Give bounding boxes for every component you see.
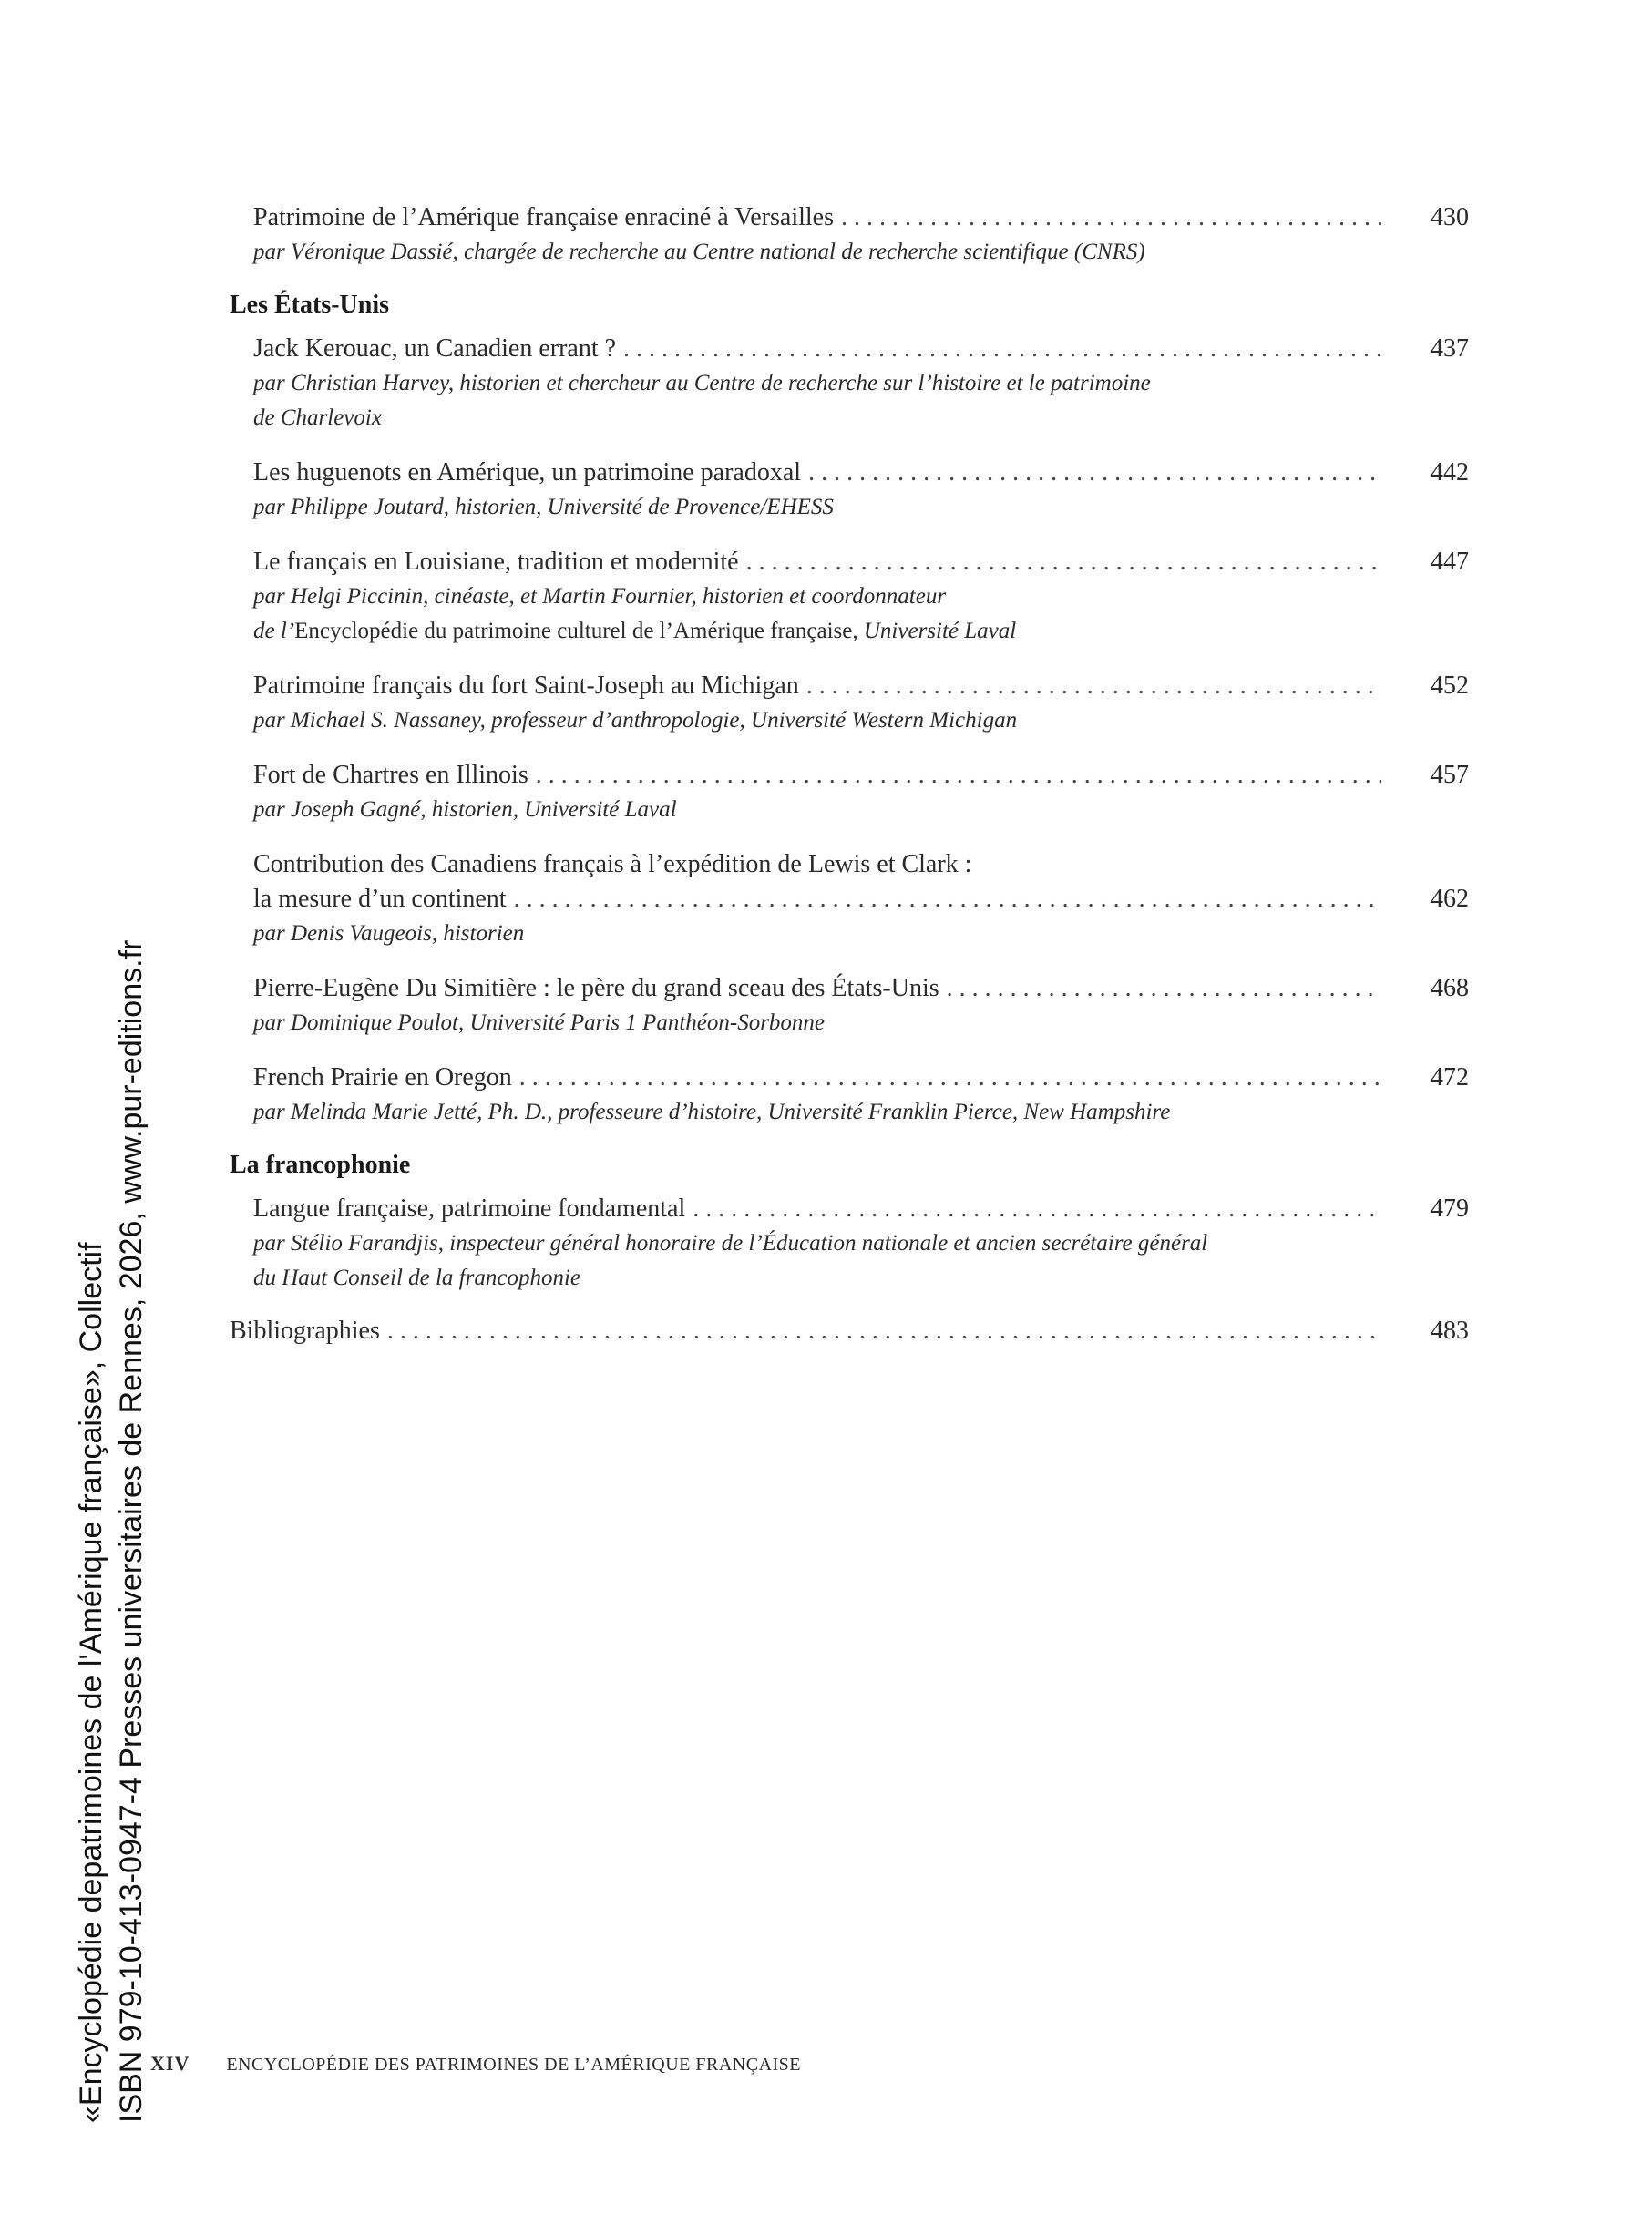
page-number: 442 — [1431, 458, 1469, 487]
toc-entry — [230, 1061, 1469, 1130]
entry-title: Bibliographies — [230, 1317, 380, 1345]
entry-title: Patrimoine français du fort Saint-Joseph au Michigan — [253, 672, 799, 700]
folio-number: XIV — [150, 2052, 190, 2075]
entry-author: par Denis Vaugeois, historien — [253, 921, 525, 946]
page-number: 437 — [1431, 334, 1469, 363]
toc-entry — [230, 456, 1469, 525]
entry-title: Le français en Louisiane, tradition et modernité — [253, 548, 739, 576]
entry-author: par Dominique Poulot, Université Paris 1 Panthéon-Sorbonne — [253, 1010, 826, 1035]
dot-leader — [947, 971, 1381, 1006]
copyright-watermark — [71, 940, 151, 2123]
entry-author: par Philippe Joutard, historien, Université de Provence/EHESS — [253, 495, 834, 519]
toc-entry — [230, 669, 1469, 738]
page-number: 479 — [1431, 1195, 1469, 1223]
dot-leader — [519, 1061, 1381, 1095]
entry-title: Fort de Chartres en Illinois — [253, 761, 528, 789]
page-number: 457 — [1431, 761, 1469, 789]
entry-title: Patrimoine de l’Amérique française enraciné à Versailles — [253, 203, 834, 231]
toc-entry — [230, 545, 1469, 649]
entry-author: de Charlevoix — [253, 405, 382, 430]
watermark-line-2: ISBN 979-10-413-0947-4 Presses universitaires de Rennes, 2026, www.pur-editions.fr — [114, 939, 149, 2123]
page-number: 483 — [1431, 1317, 1469, 1345]
entry-author: par Melinda Marie Jetté, Ph. D., professeure d’histoire, Université Franklin Pierce, New Hampshire — [253, 1100, 1171, 1124]
entry-title: Les huguenots en Amérique, un patrimoine paradoxal — [253, 458, 802, 487]
dot-leader — [806, 669, 1381, 703]
dot-leader — [693, 1192, 1381, 1226]
entry-author: par Michael S. Nassaney, professeur d’anthropologie, Université Western Michigan — [253, 708, 1018, 733]
toc-entry — [230, 971, 1469, 1041]
table-of-contents — [230, 200, 1469, 1348]
dot-leader — [623, 332, 1381, 366]
page-number: 452 — [1431, 672, 1469, 700]
toc-entry — [230, 332, 1469, 436]
toc-entry — [230, 758, 1469, 827]
entry-title: French Prairie en Oregon — [253, 1063, 512, 1092]
entry-author: de l’Encyclopédie du patrimoine culturel de l’Amérique française, Université Laval — [253, 619, 1017, 643]
watermark-line-1: «Encyclopédie depatrimoines de l'Amérique française», Collectif — [74, 1242, 108, 2123]
dot-leader — [536, 758, 1381, 793]
entry-title-first-line: Contribution des Canadiens français à l’expédition de Lewis et Clark : — [253, 850, 972, 878]
page-number: 472 — [1431, 1063, 1469, 1092]
page-number: 447 — [1431, 548, 1469, 576]
dot-leader — [746, 545, 1381, 579]
toc-entry — [230, 847, 1469, 951]
running-head: ENCYCLOPÉDIE DES PATRIMOINES DE L’AMÉRIQUE FRANÇAISE — [226, 2055, 802, 2075]
page-number: 430 — [1431, 203, 1469, 231]
entry-author: par Joseph Gagné, historien, Université Laval — [253, 797, 677, 822]
page-footer — [150, 2052, 801, 2076]
entry-author: par Helgi Piccinin, cinéaste, et Martin Fournier, historien et coordonnateur — [253, 584, 947, 609]
page-number: 462 — [1431, 885, 1469, 913]
toc-entry-bibliographies — [230, 1314, 1469, 1348]
entry-author: du Haut Conseil de la francophonie — [253, 1266, 580, 1290]
dot-leader — [808, 456, 1381, 490]
dot-leader — [514, 882, 1381, 917]
entry-title: la mesure d’un continent — [253, 885, 507, 913]
toc-entry — [230, 200, 1469, 270]
section-heading: La francophonie — [230, 1151, 411, 1179]
entry-title: Pierre-Eugène Du Simitière : le père du grand sceau des États-Unis — [253, 974, 939, 1002]
dot-leader — [387, 1314, 1381, 1348]
toc-entry — [230, 1192, 1469, 1296]
entry-author: par Christian Harvey, historien et chercheur au Centre de recherche sur l’histoire et le patrimoine — [253, 371, 1151, 395]
section-heading: Les États-Unis — [230, 291, 390, 319]
dot-leader — [841, 200, 1381, 235]
entry-title: Langue française, patrimoine fondamental — [253, 1195, 686, 1223]
entry-title: Jack Kerouac, un Canadien errant ? — [253, 334, 617, 363]
entry-author: par Stélio Farandjis, inspecteur général honoraire de l’Éducation nationale et ancien secrétaire général — [253, 1231, 1208, 1256]
page-number: 468 — [1431, 974, 1469, 1002]
entry-author: par Véronique Dassié, chargée de recherche au Centre national de recherche scientifique (CNRS) — [253, 240, 1145, 264]
